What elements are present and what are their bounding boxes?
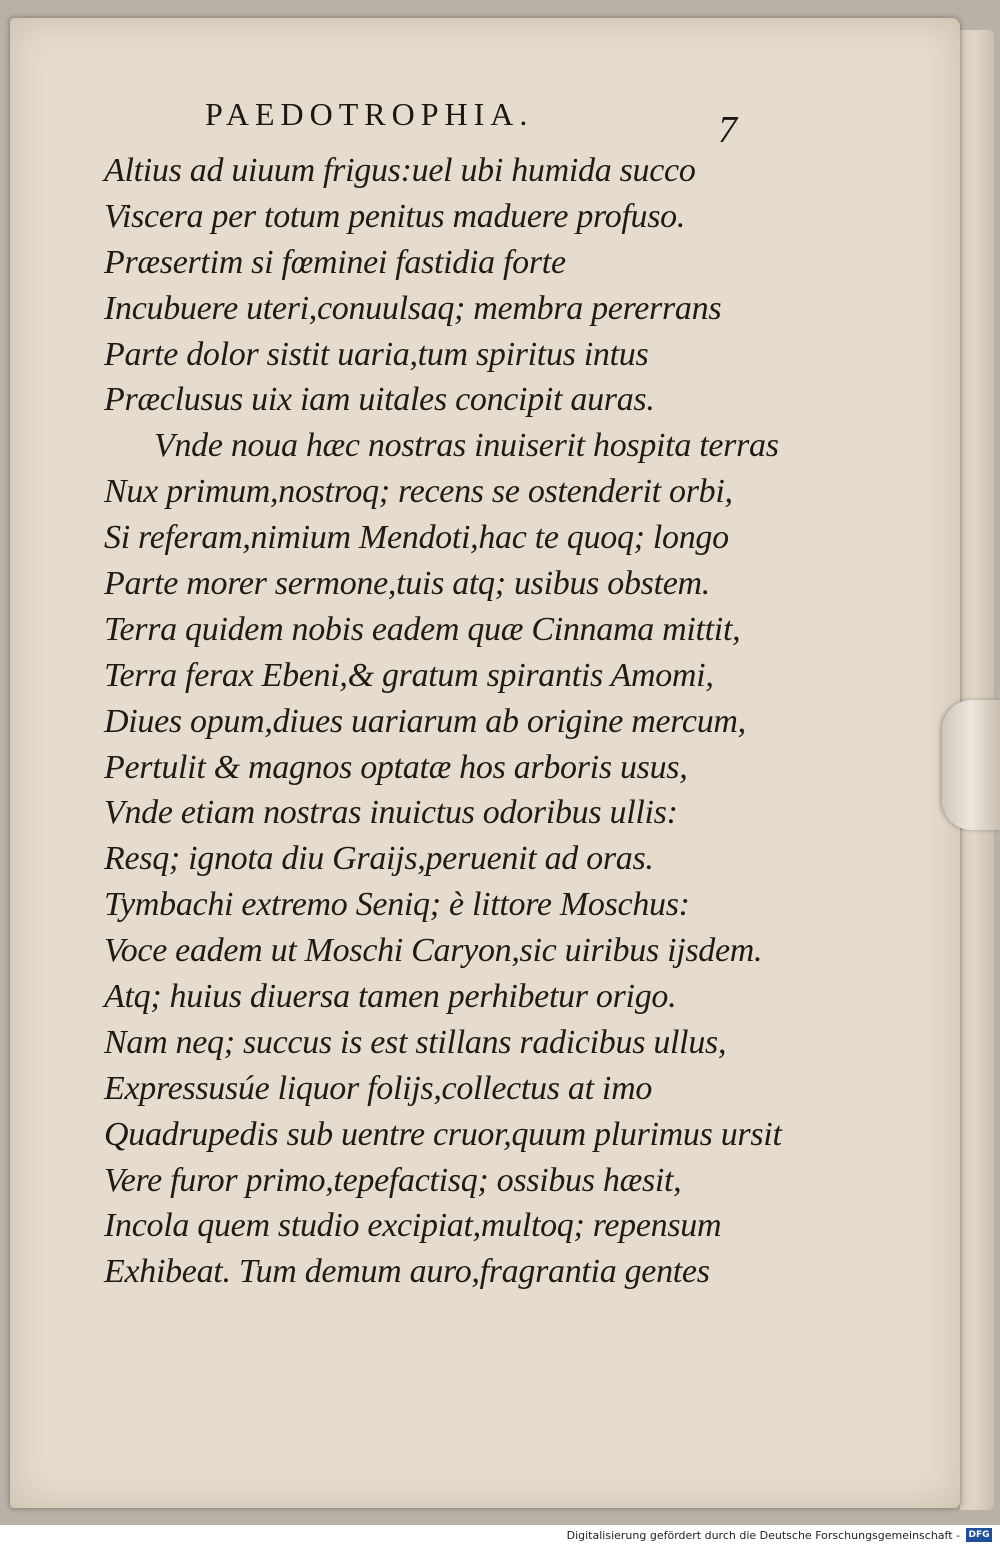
verse-line: Terra quidem nobis eadem quæ Cinnama mittit, — [104, 610, 741, 648]
verse-line: Viscera per totum penitus maduere profuso. — [104, 197, 686, 235]
verse-line: Resq; ignota diu Graijs,peruenit ad oras. — [104, 840, 654, 878]
verse-line: Expressusúe liquor folijs,collectus at imo — [104, 1069, 653, 1107]
verse-line: Atq; huius diuersa tamen perhibetur origo. — [104, 978, 677, 1016]
page-number: 7 — [718, 109, 737, 151]
verse-line: Tymbachi extremo Seniq; è littore Moschus: — [104, 886, 690, 924]
footer-credit: Digitalisierung gefördert durch die Deutsche Forschungsgemeinschaft - — [566, 1529, 960, 1542]
dfg-logo: DFG — [966, 1528, 992, 1542]
verse-line: Nux primum,nostroq; recens se ostenderit orbi, — [104, 473, 733, 511]
verse-text — [104, 148, 782, 1295]
running-head: PAEDOTROPHIA. — [205, 96, 534, 132]
page-clip — [942, 700, 1000, 830]
verse-line: Pertulit & magnos optatæ hos arboris usus, — [104, 748, 688, 786]
verse-line: Vnde etiam nostras inuictus odoribus ullis: — [104, 794, 678, 832]
verse-line: Si referam,nimium Mendoti,hac te quoq; longo — [104, 519, 729, 557]
verse-line: Diues opum,diues uariarum ab origine mercum, — [104, 702, 746, 740]
verse-line: Altius ad uiuum frigus:uel ubi humida succo — [104, 152, 696, 189]
verse-line: Præsertim si fœminei fastidia forte — [104, 243, 566, 281]
verse-line: Nam neq; succus is est stillans radicibus ullus, — [104, 1023, 727, 1061]
verse-line: Exhibeat. Tum demum auro,fragrantia gentes — [104, 1253, 710, 1291]
verse-line: Quadrupedis sub uentre cruor,quum plurimus ursit — [104, 1115, 782, 1153]
verse-line: Præclusus uix iam uitales concipit auras. — [104, 381, 655, 419]
verse-line: Voce eadem ut Moschi Caryon,sic uiribus ijsdem. — [104, 932, 763, 970]
verse-line: Vnde noua hæc nostras inuiserit hospita terras — [154, 427, 779, 465]
verse-line: Terra ferax Ebeni,& gratum spirantis Amomi, — [104, 656, 714, 694]
verse-line: Parte dolor sistit uaria,tum spiritus intus — [104, 335, 649, 373]
verse-line: Vere furor primo,tepefactisq; ossibus hæsit, — [104, 1161, 682, 1199]
verse-line: Incola quem studio excipiat,multoq; repensum — [104, 1207, 722, 1245]
verse-line: Incubuere uteri,conuulsaq; membra pererrans — [104, 289, 722, 327]
verse-line: Parte morer sermone,tuis atq; usibus obstem. — [104, 565, 711, 603]
